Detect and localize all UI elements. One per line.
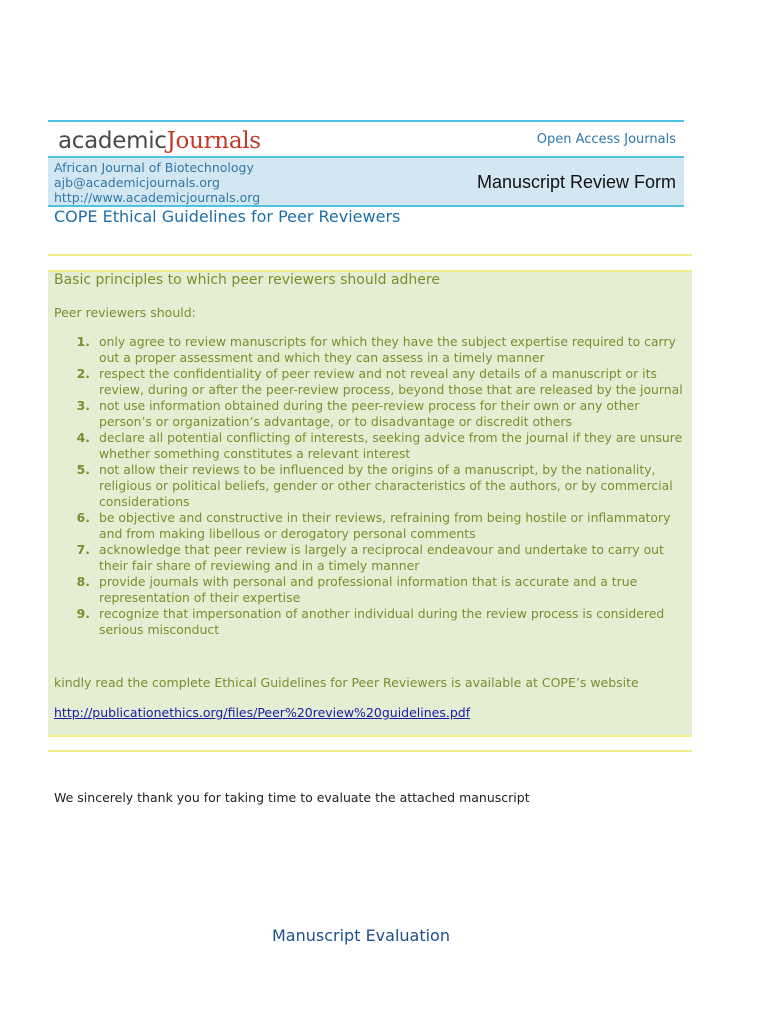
item-number: 9. <box>76 606 90 621</box>
item-text: not allow their reviews to be influenced by the origins of a manuscript, by the nationality, religious or political beliefs, gender or other characteristics of the authors, or by commercial considerations <box>99 462 673 509</box>
form-title: Manuscript Review Form <box>476 172 676 192</box>
list-item <box>54 398 686 430</box>
item-number: 6. <box>76 510 90 525</box>
logo-part-academic: academic <box>58 128 167 154</box>
box-bottom-rule <box>48 735 692 737</box>
item-number: 5. <box>76 462 90 477</box>
list-item <box>54 334 686 366</box>
evaluation-title: Manuscript Evaluation <box>272 926 450 945</box>
item-number: 8. <box>76 574 90 589</box>
list-item <box>54 606 686 638</box>
item-text: not use information obtained during the peer-review process for their own or any other person’s or organization’s advantage, or to disadvantage or discredit others <box>99 398 640 429</box>
guidelines-link[interactable]: http://publicationethics.org/files/Peer%20review%20guidelines.pdf <box>54 705 471 720</box>
principles-heading: Basic principles to which peer reviewers should adhere <box>54 272 440 288</box>
principles-intro: Peer reviewers should: <box>54 305 196 320</box>
list-item <box>54 462 686 510</box>
list-item <box>54 430 686 462</box>
journal-website[interactable]: http://www.academicjournals.org <box>54 190 261 205</box>
item-text: acknowledge that peer review is largely a reciprocal endeavour and undertake to carry out their fair share of reviewing and in a timely manner <box>99 542 664 573</box>
item-number: 4. <box>76 430 90 445</box>
list-item <box>54 542 686 574</box>
item-number: 1. <box>76 334 90 349</box>
item-number: 2. <box>76 366 90 381</box>
item-text: declare all potential conflicting of interests, seeking advice from the journal if they are unsure whether something constitutes a relevant interest <box>99 430 683 461</box>
box-bottom-rule-2 <box>48 750 692 752</box>
journal-name: African Journal of Biotechnology <box>54 160 254 175</box>
tagline: Open Access Journals <box>536 132 676 147</box>
item-text: provide journals with personal and professional information that is accurate and a true representation of their expertise <box>99 574 638 605</box>
item-text: recognize that impersonation of another individual during the review process is considered serious misconduct <box>99 606 665 637</box>
journal-info <box>54 160 260 205</box>
thank-you-note: We sincerely thank you for taking time to evaluate the attached manuscript <box>54 790 530 805</box>
publisher-logo <box>58 126 261 156</box>
item-text: respect the confidentiality of peer review and not reveal any details of a manuscript or its review, during or after the peer-review process, beyond those that are released by the journal <box>99 366 683 397</box>
logo-part-journals: Journals <box>166 128 261 154</box>
list-item <box>54 574 686 606</box>
guidelines-list <box>54 334 686 638</box>
journal-email[interactable]: ajb@academicjournals.org <box>54 175 220 190</box>
list-item <box>54 510 686 542</box>
read-note: kindly read the complete Ethical Guidelines for Peer Reviewers is available at COPE’s website <box>54 675 639 690</box>
header-top-rule <box>48 120 684 122</box>
item-number: 7. <box>76 542 90 557</box>
item-text: be objective and constructive in their reviews, refraining from being hostile or inflammatory and from making libellous or derogatory personal comments <box>99 510 671 541</box>
section-title: COPE Ethical Guidelines for Peer Reviewers <box>54 207 401 226</box>
item-number: 3. <box>76 398 90 413</box>
list-item <box>54 366 686 398</box>
box-top-rule <box>48 254 692 256</box>
item-text: only agree to review manuscripts for which they have the subject expertise required to carry out a proper assessment and which they can assess in a timely manner <box>99 334 676 365</box>
